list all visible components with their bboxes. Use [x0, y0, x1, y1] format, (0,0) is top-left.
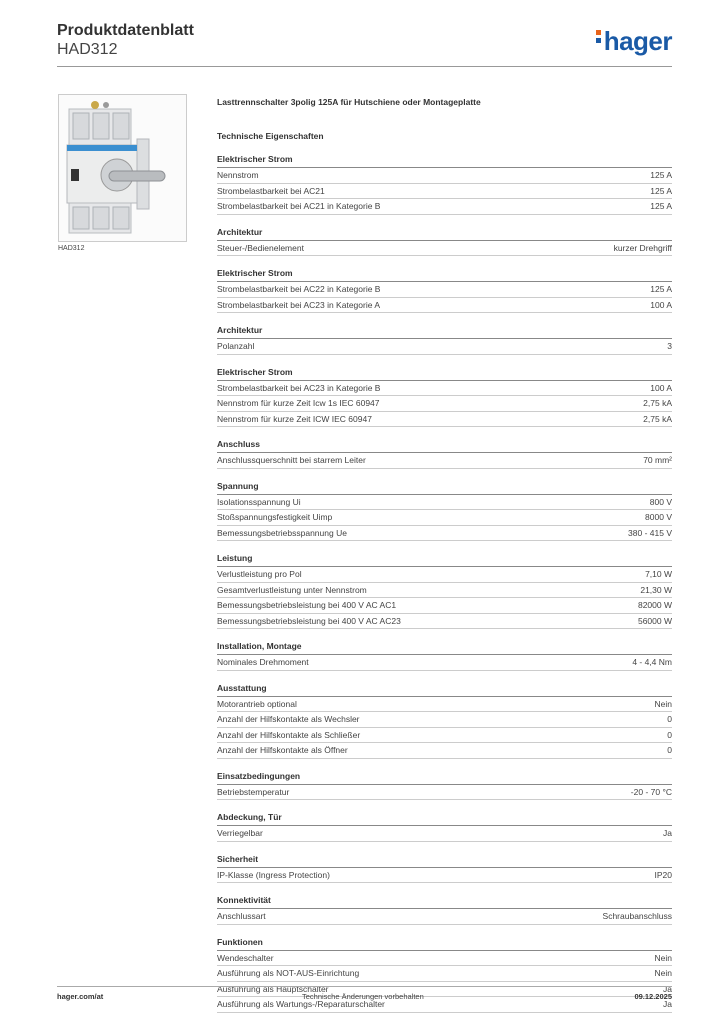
- page-footer: [57, 992, 672, 1006]
- spec-value: 800 V: [649, 496, 672, 507]
- hager-logo: [596, 26, 672, 57]
- spec-value: Ja: [663, 983, 672, 994]
- group-title: Elektrischer Strom: [217, 367, 672, 381]
- spec-content: [217, 96, 672, 1013]
- spec-row: [217, 614, 672, 630]
- spec-value: Nein: [654, 968, 672, 978]
- spec-group: [217, 325, 672, 355]
- spec-label: Bemessungsbetriebsspannung Ue: [217, 527, 347, 538]
- spec-row: [217, 728, 672, 744]
- spec-row: [217, 495, 672, 511]
- product-image: [58, 94, 187, 242]
- spec-group: [217, 812, 672, 842]
- spec-value: 4 - 4,4 Nm: [632, 657, 672, 667]
- group-title: Architektur: [217, 325, 672, 339]
- spec-label: Stoßspannungsfestigkeit Uimp: [217, 512, 333, 522]
- spec-row: [217, 712, 672, 728]
- spec-group: [217, 227, 672, 257]
- product-code: HAD312: [57, 41, 118, 58]
- spec-row: [217, 412, 672, 428]
- spec-row: [217, 381, 672, 397]
- spec-value: -20 - 70 °C: [630, 786, 672, 797]
- spec-value: kurzer Drehgriff: [613, 242, 672, 253]
- spec-row: [217, 868, 672, 884]
- spec-row: [217, 583, 672, 599]
- spec-row: [217, 241, 672, 257]
- spec-group: [217, 641, 672, 671]
- spec-label: Ausführung als Hauptschalter: [217, 983, 329, 994]
- spec-value: 2,75 kA: [643, 398, 672, 408]
- logo-dots-icon: [596, 30, 601, 46]
- group-title: Leistung: [217, 553, 672, 567]
- spec-row: [217, 567, 672, 583]
- group-title: Elektrischer Strom: [217, 154, 672, 168]
- product-description: Lasttrennschalter 3polig 125A für Hutschiene oder Montageplatte: [217, 97, 481, 107]
- spec-label: Strombelastbarkeit bei AC21: [217, 185, 325, 196]
- spec-group: [217, 553, 672, 629]
- spec-value: 0: [667, 714, 672, 724]
- group-title: Installation, Montage: [217, 641, 672, 655]
- footer-date: 09.12.2025: [634, 992, 672, 1001]
- spec-row: [217, 655, 672, 671]
- spec-value: 125 A: [650, 284, 672, 294]
- spec-row: [217, 184, 672, 200]
- group-title: Sicherheit: [217, 854, 672, 868]
- spec-value: 125 A: [650, 170, 672, 180]
- group-title: Spannung: [217, 481, 672, 495]
- spec-group: [217, 439, 672, 469]
- spec-row: [217, 339, 672, 355]
- spec-label: Wendeschalter: [217, 952, 274, 963]
- spec-value: Schraubanschluss: [602, 911, 672, 921]
- spec-row: [217, 785, 672, 801]
- spec-value: IP20: [654, 869, 672, 880]
- spec-row: [217, 298, 672, 314]
- spec-value: Nein: [654, 952, 672, 963]
- spec-label: Strombelastbarkeit bei AC21 in Kategorie B: [217, 201, 381, 211]
- spec-group: [217, 268, 672, 313]
- spec-label: Verlustleistung pro Pol: [217, 569, 302, 579]
- header-divider: [57, 66, 672, 67]
- spec-value: 100 A: [650, 382, 672, 393]
- spec-group: [217, 771, 672, 801]
- spec-value: Nein: [654, 698, 672, 709]
- spec-row: [217, 966, 672, 982]
- spec-value: 0: [667, 729, 672, 740]
- spec-group: [217, 367, 672, 428]
- spec-row: [217, 168, 672, 184]
- spec-label: Bemessungsbetriebsleistung bei 400 V AC AC23: [217, 615, 401, 626]
- spec-value: 100 A: [650, 299, 672, 310]
- spec-row: [217, 951, 672, 967]
- spec-value: 21,30 W: [640, 584, 672, 595]
- spec-label: Betriebstemperatur: [217, 786, 290, 797]
- spec-label: Anschlussquerschnitt bei starrem Leiter: [217, 455, 366, 465]
- spec-value: 380 - 415 V: [628, 527, 672, 538]
- spec-label: Nennstrom: [217, 170, 259, 180]
- spec-value: Ja: [663, 828, 672, 838]
- footer-divider: [57, 986, 672, 987]
- section-title: Technische Eigenschaften: [217, 131, 324, 141]
- spec-label: Motorantrieb optional: [217, 698, 297, 709]
- spec-row: [217, 396, 672, 412]
- document-title: Produktdatenblatt: [57, 22, 194, 39]
- logo-text: hager: [603, 26, 672, 56]
- spec-row: [217, 510, 672, 526]
- spec-label: Anzahl der Hilfskontakte als Schließer: [217, 729, 361, 740]
- spec-value: Ja: [663, 999, 672, 1009]
- spec-label: Nennstrom für kurze Zeit Icw 1s IEC 60947: [217, 398, 380, 408]
- footer-website: hager.com/at: [57, 992, 104, 1001]
- group-title: Einsatzbedingungen: [217, 771, 672, 785]
- spec-value: 2,75 kA: [643, 413, 672, 424]
- spec-value: 70 mm²: [643, 455, 672, 465]
- spec-row: [217, 743, 672, 759]
- spec-label: Verriegelbar: [217, 828, 263, 838]
- spec-label: Anzahl der Hilfskontakte als Wechsler: [217, 714, 360, 724]
- group-title: Anschluss: [217, 439, 672, 453]
- spec-label: Anzahl der Hilfskontakte als Öffner: [217, 745, 348, 755]
- spec-label: Polanzahl: [217, 341, 255, 351]
- spec-value: 125 A: [650, 185, 672, 196]
- spec-row: [217, 282, 672, 298]
- spec-group: [217, 895, 672, 925]
- spec-label: Nominales Drehmoment: [217, 657, 309, 667]
- group-title: Elektrischer Strom: [217, 268, 672, 282]
- spec-label: Anschlussart: [217, 911, 266, 921]
- group-title: Konnektivität: [217, 895, 672, 909]
- switch-disconnector-image: [59, 95, 186, 241]
- spec-value: 125 A: [650, 201, 672, 211]
- document-header: [57, 22, 194, 59]
- group-title: Architektur: [217, 227, 672, 241]
- spec-value: 0: [667, 745, 672, 755]
- spec-row: [217, 526, 672, 542]
- spec-value: 82000 W: [637, 600, 672, 610]
- spec-label: Strombelastbarkeit bei AC23 in Kategorie B: [217, 382, 381, 393]
- spec-label: IP-Klasse (Ingress Protection): [217, 869, 330, 880]
- spec-value: 8000 V: [645, 512, 672, 522]
- spec-row: [217, 453, 672, 469]
- spec-label: Gesamtverlustleistung unter Nennstrom: [217, 584, 367, 595]
- spec-label: Steuer-/Bedienelement: [217, 242, 304, 253]
- spec-groups: [217, 154, 672, 1013]
- spec-label: Strombelastbarkeit bei AC23 in Kategorie A: [217, 299, 381, 310]
- spec-value: 56000 W: [637, 615, 672, 626]
- spec-group: [217, 154, 672, 215]
- spec-label: Nennstrom für kurze Zeit ICW IEC 60947: [217, 413, 372, 424]
- spec-row: [217, 199, 672, 215]
- spec-row: [217, 697, 672, 713]
- group-title: Ausstattung: [217, 683, 672, 697]
- spec-label: Isolationsspannung Ui: [217, 496, 301, 507]
- spec-group: [217, 683, 672, 759]
- group-title: Abdeckung, Tür: [217, 812, 672, 826]
- image-caption: HAD312: [58, 245, 85, 252]
- spec-row: [217, 909, 672, 925]
- footer-notice: Technische Änderungen vorbehalten: [302, 992, 424, 1001]
- spec-label: Strombelastbarkeit bei AC22 in Kategorie B: [217, 284, 381, 294]
- group-title: Funktionen: [217, 937, 672, 951]
- spec-value: 7,10 W: [645, 569, 672, 579]
- spec-group: [217, 854, 672, 884]
- spec-label: Bemessungsbetriebsleistung bei 400 V AC AC1: [217, 600, 397, 610]
- spec-row: [217, 598, 672, 614]
- spec-value: 3: [667, 341, 672, 351]
- spec-group: [217, 481, 672, 542]
- spec-label: Ausführung als NOT-AUS-Einrichtung: [217, 968, 360, 978]
- spec-label: Ausführung als Wartungs-/Reparaturschalter: [217, 999, 385, 1009]
- spec-row: [217, 826, 672, 842]
